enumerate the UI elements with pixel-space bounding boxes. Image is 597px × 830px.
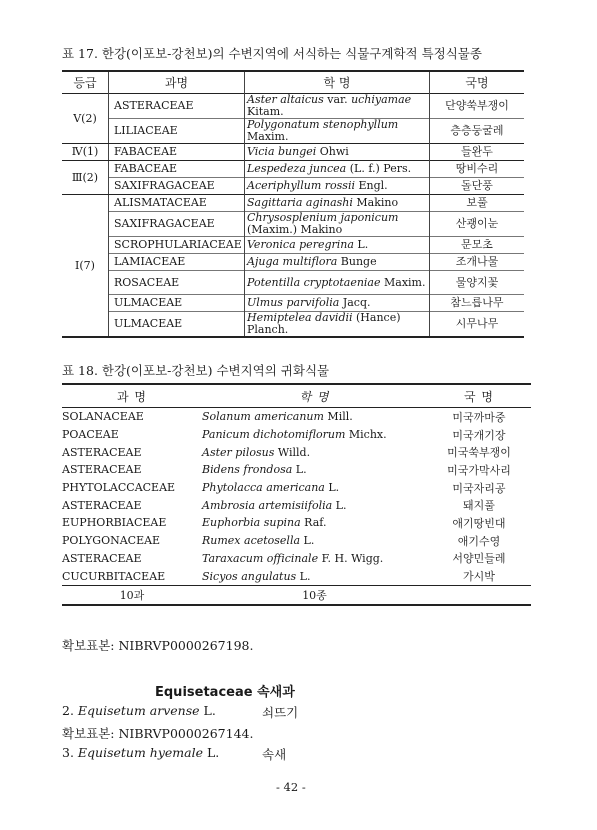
grade-cell: Ⅴ(2) xyxy=(62,94,109,144)
family-cell: FABACEAE xyxy=(109,161,245,178)
scientific-name-cell xyxy=(245,237,430,254)
family-cell: LILIACEAE xyxy=(109,119,245,144)
table18-row xyxy=(62,567,531,585)
family-cell: EUPHORBIACEAE xyxy=(62,516,167,530)
korean-name-cell: 애기수영 xyxy=(457,534,501,548)
header-scientific: 학 명 xyxy=(245,71,430,94)
scientific-name-cell xyxy=(202,443,427,461)
scientific-name-cell xyxy=(245,119,430,144)
table18-row xyxy=(62,514,531,532)
species-item-2 xyxy=(62,703,307,718)
scientific-name-cell xyxy=(202,496,427,514)
family-cell: ASTERACEAE xyxy=(62,445,142,459)
family-cell: SCROPHULARIACEAE xyxy=(109,237,245,254)
korean-name-cell: 문모초 xyxy=(461,238,493,251)
author-name: L. xyxy=(296,569,311,583)
scientific-name-cell xyxy=(245,195,430,212)
scientific-name: Taraxacum officinale xyxy=(202,551,319,565)
family-cell: CUCURBITACEAE xyxy=(62,569,166,583)
item3-korean: 속새 xyxy=(262,747,287,762)
header-grade: 등급 xyxy=(62,71,109,94)
scientific-name-cell xyxy=(245,178,430,195)
scientific-name-cell xyxy=(245,161,430,178)
voucher-specimen-1: 확보표본: NIBRVP0000267198. xyxy=(62,638,254,653)
table18-header-row xyxy=(62,384,531,408)
family-cell: SAXIFRAGACEAE xyxy=(109,212,245,237)
family-cell: PHYTOLACCACEAE xyxy=(62,481,176,495)
table17-row xyxy=(62,195,524,212)
author-name: L. xyxy=(324,481,340,495)
korean-name-cell: 돌단풍 xyxy=(461,179,493,192)
author-name: Makino xyxy=(352,196,399,209)
table17-caption: 표 17. 한강(이포보-강천보)의 수변지역에 서식하는 식물구계학적 특정식물종 xyxy=(62,46,482,61)
item2-number: 2. xyxy=(62,703,78,718)
author-name: Willd. xyxy=(274,445,311,459)
korean-name-cell: 가시박 xyxy=(463,570,495,584)
item3-scientific: Equisetum hyemale xyxy=(77,745,204,760)
item3-author: L. xyxy=(203,745,220,760)
table17-row xyxy=(62,212,524,237)
author-name: Maxim. xyxy=(247,130,289,143)
scientific-name: Ambrosia artemisiifolia xyxy=(202,498,333,512)
table17-special-plants xyxy=(62,70,524,338)
scientific-name: Veronica peregrina xyxy=(247,238,354,251)
family-cell: SOLANACEAE xyxy=(62,410,144,424)
scientific-name: Bidens frondosa xyxy=(202,463,293,477)
author-name: Bunge xyxy=(337,255,377,268)
species-item-3 xyxy=(62,745,307,760)
table18-row xyxy=(62,479,531,497)
scientific-name: Polygonatum stenophyllum xyxy=(247,118,399,131)
author-name: Jacq. xyxy=(339,296,371,309)
table18-row xyxy=(62,496,531,514)
family-cell: POLYGONACEAE xyxy=(62,534,161,548)
table18-row xyxy=(62,550,531,568)
page-number: - 42 - xyxy=(276,780,306,794)
scientific-name: Rumex acetosella xyxy=(202,534,301,548)
author-name: L. xyxy=(292,463,307,477)
korean-name-cell: 조개나물 xyxy=(455,255,499,268)
author-name: F. H. Wigg. xyxy=(318,551,384,565)
scientific-name: Lespedeza juncea xyxy=(247,162,347,175)
korean-name-cell: 미국가막사리 xyxy=(447,463,511,477)
table17-body xyxy=(62,94,524,338)
scientific-name-cell xyxy=(202,479,427,497)
infraspecific-name: uchiyamae xyxy=(351,93,412,106)
item3-number: 3. xyxy=(62,745,78,760)
family-cell: ROSACEAE xyxy=(109,271,245,295)
header-family: 과명 xyxy=(109,71,245,94)
item2-korean: 쇠뜨기 xyxy=(262,705,299,720)
author-name: (L. f.) Pers. xyxy=(346,162,412,175)
author-name: Ohwi xyxy=(316,145,349,158)
scientific-name: Sicyos angulatus xyxy=(202,569,297,583)
family-cell: POACEAE xyxy=(62,428,119,442)
table17-row xyxy=(62,161,524,178)
scientific-name-cell xyxy=(245,212,430,237)
scientific-name-cell xyxy=(202,567,427,585)
table17-row xyxy=(62,94,524,119)
table18-caption: 표 18. 한강(이포보-강천보) 수변지역의 귀화식물 xyxy=(62,363,330,378)
table17-row xyxy=(62,254,524,271)
scientific-name-cell xyxy=(202,426,427,444)
family-cell: ASTERACEAE xyxy=(62,463,142,477)
scientific-name: Potentilla cryptotaeniae xyxy=(247,275,381,289)
korean-name-cell: 서양민들레 xyxy=(452,552,506,566)
header-korean: 국 명 xyxy=(464,389,494,404)
scientific-name: Aster pilosus xyxy=(202,445,275,459)
scientific-name-cell xyxy=(245,94,430,119)
scientific-name: Sagittaria aginashi xyxy=(247,196,353,209)
grade-cell: Ⅲ(2) xyxy=(62,161,109,195)
scientific-name: Phytolacca americana xyxy=(202,481,325,495)
author-name: (Hance) Planch. xyxy=(247,311,401,336)
table17-row xyxy=(62,312,524,338)
korean-name-cell: 물양지꽃 xyxy=(455,275,499,289)
rank-marker: var. xyxy=(323,93,352,106)
scientific-name-cell xyxy=(202,550,427,568)
table18-row xyxy=(62,461,531,479)
table18-row xyxy=(62,532,531,550)
scientific-name-cell xyxy=(202,408,427,426)
korean-name-cell: 미국개기장 xyxy=(452,428,506,442)
grade-cell: Ⅳ(1) xyxy=(62,144,109,161)
table17-row xyxy=(62,237,524,254)
header-korean: 국명 xyxy=(465,76,489,90)
scientific-name: Aster altaicus xyxy=(247,93,324,106)
author-name: L. xyxy=(300,534,315,548)
scientific-name: Ajuga multiflora xyxy=(247,255,338,268)
korean-name-cell: 돼지풀 xyxy=(463,499,495,513)
family-cell: FABACEAE xyxy=(109,144,245,161)
family-cell: ALISMATACEAE xyxy=(109,195,245,212)
author-name: Raf. xyxy=(300,516,327,530)
table18-total-row xyxy=(62,585,531,605)
korean-name-cell: 산괭이눈 xyxy=(455,217,499,230)
scientific-name: Hemiptelea davidii xyxy=(247,311,353,324)
table18-row xyxy=(62,408,531,426)
korean-name-cell: 들완두 xyxy=(461,145,493,158)
total-empty xyxy=(427,585,531,605)
family-heading: Equisetaceae 속새과 xyxy=(155,685,295,700)
table17-row xyxy=(62,271,524,295)
korean-name-cell: 단양쑥부쟁이 xyxy=(445,99,509,112)
total-family-count: 10과 xyxy=(119,588,145,602)
scientific-name: Vicia bungei xyxy=(247,145,317,158)
korean-name-cell: 층층둥굴레 xyxy=(450,124,504,137)
korean-name-cell: 시무나무 xyxy=(455,317,499,330)
author-name: Engl. xyxy=(355,179,388,192)
author-name: (Maxim.) Makino xyxy=(247,223,343,236)
table17-row xyxy=(62,144,524,161)
author-name: Kitam. xyxy=(247,105,284,118)
author-name: Maxim. xyxy=(380,275,426,289)
table17-header-row xyxy=(62,71,524,94)
table17-row xyxy=(62,178,524,195)
korean-name-cell: 애기땅빈대 xyxy=(452,516,506,530)
author-name: Mill. xyxy=(323,410,353,424)
header-scientific: 학 명 xyxy=(299,389,330,404)
korean-name-cell: 미국쑥부쟁이 xyxy=(447,446,511,460)
scientific-name: Euphorbia supina xyxy=(202,516,301,530)
scientific-name: Solanum americanum xyxy=(202,410,324,424)
korean-name-cell: 미국까마중 xyxy=(452,410,506,424)
scientific-name-cell xyxy=(202,532,427,550)
scientific-name-cell xyxy=(202,514,427,532)
item2-scientific: Equisetum arvense xyxy=(77,703,200,718)
author-name: L. xyxy=(353,238,369,251)
family-cell: ULMACEAE xyxy=(109,295,245,312)
scientific-name-cell xyxy=(245,295,430,312)
family-cell: ULMACEAE xyxy=(109,312,245,338)
scientific-name: Panicum dichotomiflorum xyxy=(202,428,346,442)
family-cell: ASTERACEAE xyxy=(109,94,245,119)
korean-name-cell: 미국자리공 xyxy=(452,481,506,495)
family-cell: LAMIACEAE xyxy=(109,254,245,271)
table18-body xyxy=(62,408,531,586)
item2-author: L. xyxy=(199,703,216,718)
scientific-name-cell xyxy=(245,271,430,295)
table17-row xyxy=(62,119,524,144)
table18-naturalized-plants xyxy=(62,383,531,606)
header-family: 과 명 xyxy=(117,389,147,404)
table17-row xyxy=(62,295,524,312)
korean-name-cell: 참느릅나무 xyxy=(450,296,504,309)
author-name: Michx. xyxy=(345,428,387,442)
author-name: L. xyxy=(332,498,347,512)
family-cell: ASTERACEAE xyxy=(62,498,142,512)
scientific-name-cell xyxy=(202,461,427,479)
scientific-name-cell xyxy=(245,254,430,271)
scientific-name: Aceriphyllum rossii xyxy=(247,179,355,192)
korean-name-cell: 땅비수리 xyxy=(455,162,499,175)
scientific-name: Ulmus parvifolia xyxy=(247,296,340,309)
korean-name-cell: 보풀 xyxy=(466,196,488,209)
total-species-count: 10종 xyxy=(302,588,327,602)
scientific-name: Chrysosplenium japonicum xyxy=(247,211,399,224)
family-cell: ASTERACEAE xyxy=(62,551,142,565)
grade-cell: Ⅰ(7) xyxy=(62,195,109,338)
table18-row xyxy=(62,443,531,461)
scientific-name-cell xyxy=(245,312,430,338)
table18-row xyxy=(62,426,531,444)
voucher-specimen-2: 확보표본: NIBRVP0000267144. xyxy=(62,726,254,741)
scientific-name-cell xyxy=(245,144,430,161)
family-cell: SAXIFRAGACEAE xyxy=(109,178,245,195)
